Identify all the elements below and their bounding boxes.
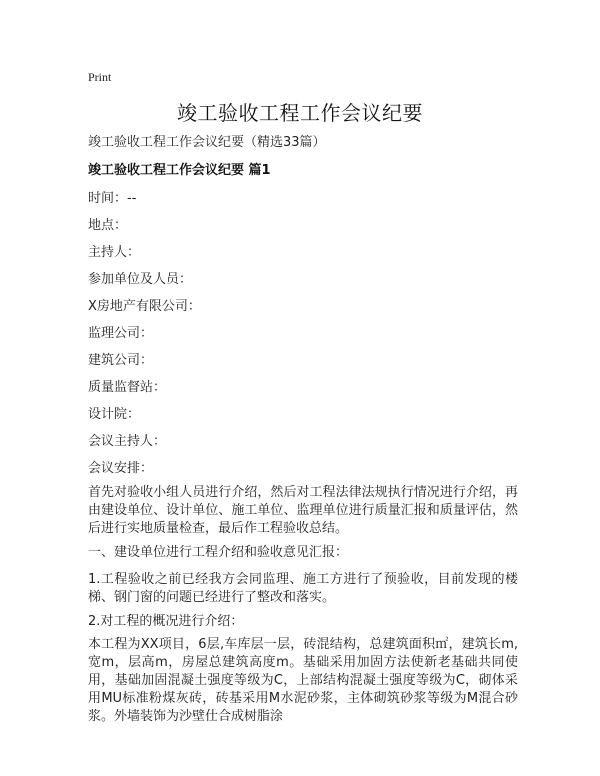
paragraph-project-overview: 本工程为XX项目，6层,车库层一层，砖混结构，总建筑面积㎡，建筑长m,宽m，层高m，房屋总建筑高度m。基础采用加固方法使新老基础共同使用，基础加固混凝土强度等级为C，上部结构混凝土强度等级为C，砌体采用MU标准粉煤灰砖，砖基采用M水泥砂浆，主体砌筑砂浆等级为M混合砂浆。外墙装饰为沙壁仕合成树脂涂 [88,637,518,724]
paragraph-procedure: 首先对验收小组人员进行介绍，然后对工程法律法规执行情况进行介绍，再由建设单位、设计单位、施工单位、监理单位进行质量汇报和质量评估，然后进行实地质量检查，最后作工程验收总结。 [88,485,518,536]
field-supervision-company: 监理公司： [88,326,154,341]
field-location: 地点： [88,218,128,233]
field-quality-station: 质量监督站： [88,380,167,395]
field-design-institute: 设计院： [88,407,141,422]
field-meeting-arrangement: 会议安排： [88,461,154,476]
field-real-estate-company: X房地产有限公司： [88,299,201,314]
field-construction-company: 建筑公司： [88,353,154,368]
field-host: 主持人： [88,245,141,260]
paragraph-pre-acceptance: 1.工程验收之前已经我方会同监理、施工方进行了预验收，目前发现的楼梯、钢门窗的问题已经进行了整改和落实。 [88,572,518,605]
field-meeting-host: 会议主持人： [88,434,167,449]
field-participants: 参加单位及人员： [88,272,193,287]
document-subtitle: 竣工验收工程工作会议纪要（精选33篇） [88,135,326,150]
paragraph-overview-heading: 2.对工程的概况进行介绍： [88,614,244,629]
print-label: Print [88,70,112,84]
document-title: 竣工验收工程工作会议纪要 [177,101,423,125]
paragraph-section-one: 一、建设单位进行工程介绍和验收意见汇报： [88,545,349,560]
field-time: 时间：-- [88,191,137,206]
section-heading: 竣工验收工程工作会议纪要 篇1 [88,163,271,178]
